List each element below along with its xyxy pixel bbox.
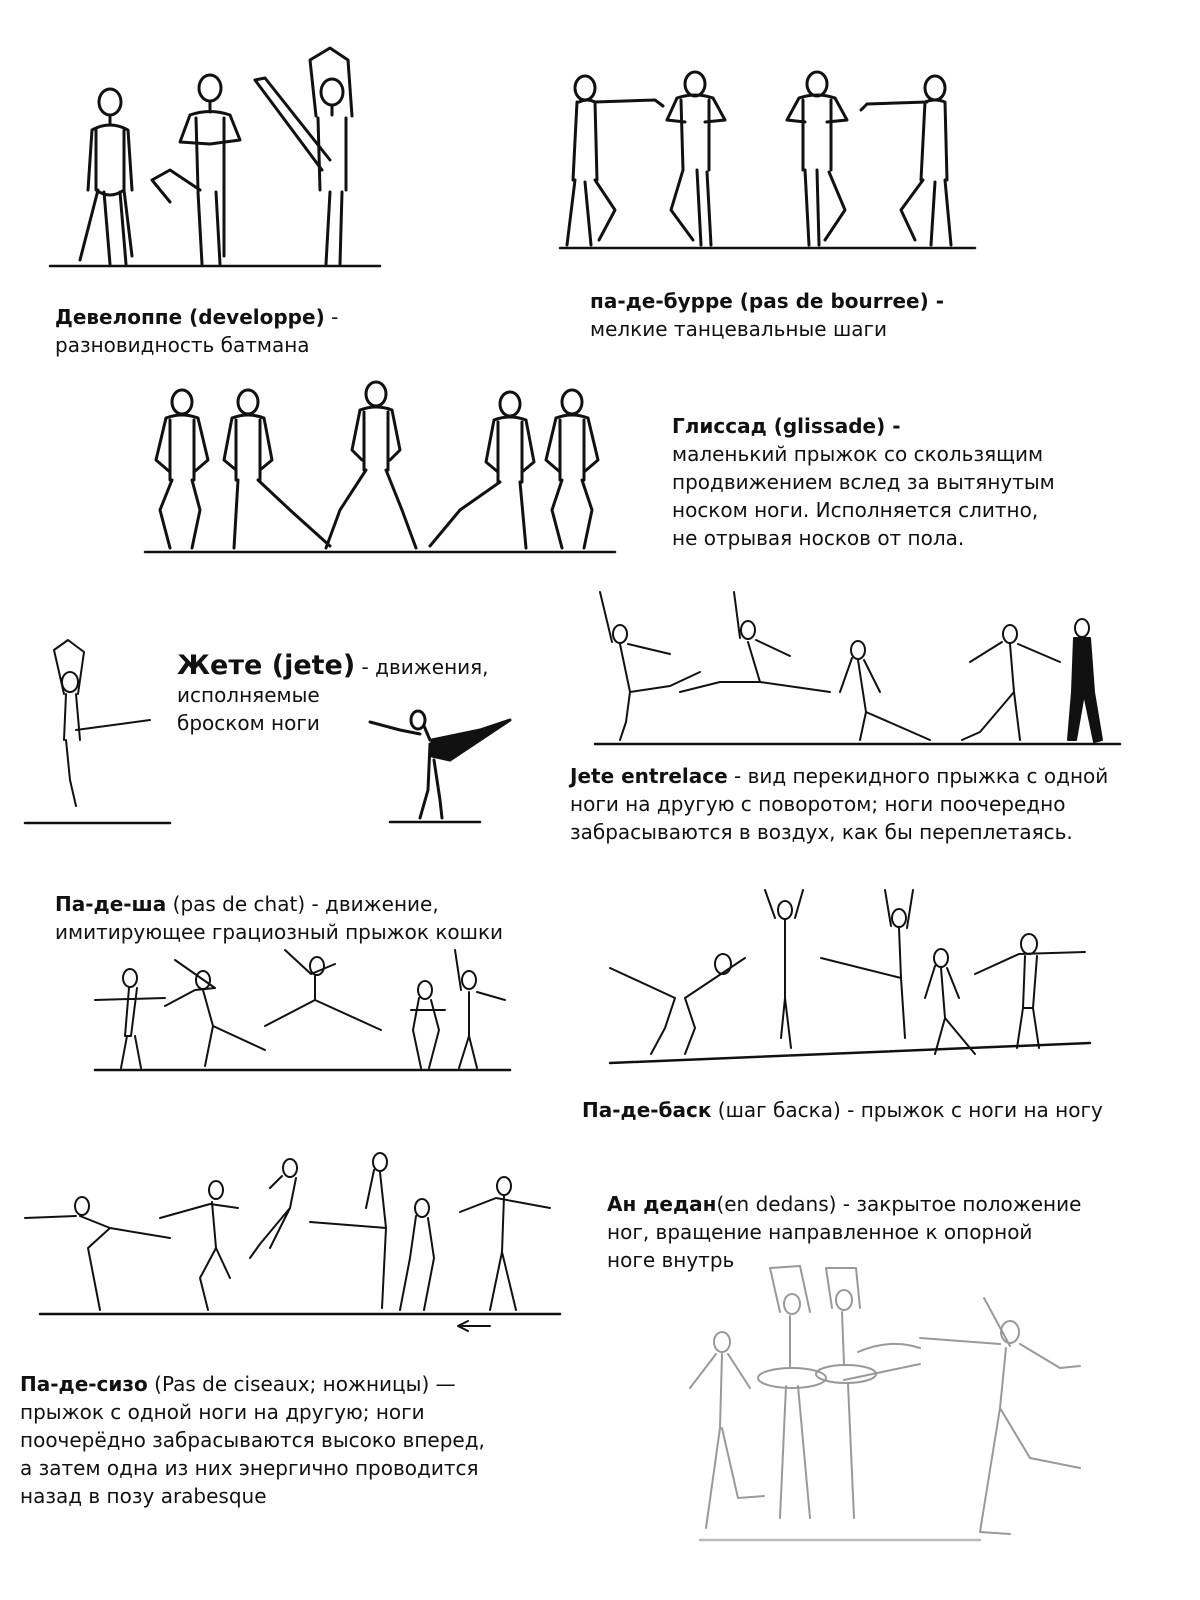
definition-line: не отрывая носков от пола. bbox=[672, 526, 965, 550]
dancer-figure bbox=[265, 950, 381, 1030]
definition-line: ноги на другую с поворотом; ноги поочередно bbox=[570, 792, 1066, 816]
dancer-figure bbox=[455, 950, 505, 1068]
pas-de-chat-illustration bbox=[85, 940, 515, 1075]
dancer-figure bbox=[567, 76, 663, 245]
dancer-figure bbox=[680, 592, 830, 692]
dancer-figure bbox=[411, 981, 445, 1068]
definition-line: а затем одна из них энергично проводится bbox=[20, 1456, 479, 1480]
definition-line: мелкие танцевальные шаги bbox=[590, 317, 888, 341]
term-pas-de-bourree: па-де-бурре (pas de bourree) bbox=[590, 289, 929, 313]
definition-line: маленький прыжок со скользящим bbox=[672, 442, 1044, 466]
jete-entrelace-illustration bbox=[590, 582, 1125, 752]
developpe-illustration bbox=[40, 20, 400, 275]
pas-de-basque-illustration bbox=[605, 888, 1095, 1073]
dancer-figure bbox=[816, 1268, 920, 1518]
definition-line: ноге внутрь bbox=[607, 1248, 735, 1272]
caption-pas-de-ciseaux: Па-де-сизо (Pas de ciseaux; ножницы) — прыжок с одной ноги на другую; ноги поочерёдно забрасываются высоко вперед, а затем одна из них энергично проводится назад в позу arabesque bbox=[20, 1372, 485, 1508]
caption-pas-de-bourree: па-де-бурре (pas de bourree) - мелкие танцевальные шаги bbox=[590, 289, 945, 341]
dancer-figure bbox=[787, 72, 847, 245]
term-pas-de-ciseaux: Па-де-сизо bbox=[20, 1372, 148, 1396]
definition-line: разновидность батмана bbox=[55, 333, 310, 357]
dancer-figure bbox=[920, 1298, 1080, 1534]
dancer-figure bbox=[758, 1266, 826, 1518]
dancer-figure bbox=[310, 1153, 387, 1308]
caption-pas-de-basque: Па-де-баск (шаг баска) - прыжок с ноги на ногу bbox=[582, 1098, 1103, 1122]
term-jete-entrelace: Jete entrelace bbox=[570, 764, 728, 788]
dancer-figure bbox=[610, 954, 745, 1054]
glissade-illustration bbox=[140, 380, 620, 560]
term-glissade: Глиссад (glissade) bbox=[672, 414, 886, 438]
dancer-figure bbox=[370, 711, 510, 818]
caption-glissade: Глиссад (glissade) - маленький прыжок со скользящим продвижением вслед за вытянутым носком ноги. Исполняется слитно, не отрывая носков от пола. bbox=[672, 414, 1055, 550]
definition-line: исполняемые bbox=[177, 683, 320, 707]
dancer-figure bbox=[667, 72, 725, 245]
dancer-figure bbox=[25, 1197, 170, 1310]
rotation-arrow-icon bbox=[858, 1344, 920, 1352]
dancer-figure bbox=[400, 1199, 434, 1310]
dancer-figure bbox=[160, 1181, 238, 1310]
dancer-figure bbox=[95, 969, 165, 1068]
term-pas-de-basque: Па-де-баск bbox=[582, 1098, 712, 1122]
dancer-figure bbox=[1068, 619, 1102, 742]
dancer-figure bbox=[460, 1177, 550, 1310]
dancer-figure bbox=[80, 89, 132, 264]
dancer-figure bbox=[861, 76, 951, 245]
dancer-figure bbox=[430, 392, 534, 548]
dancer-figure bbox=[54, 640, 150, 806]
dancer-figure bbox=[255, 48, 352, 264]
pas-de-bourree-illustration bbox=[555, 40, 985, 265]
dancer-figure bbox=[765, 890, 803, 1048]
dancer-figure bbox=[546, 390, 598, 548]
definition-line: имитирующее грациозный прыжок кошки bbox=[55, 920, 504, 944]
definition-line: поочерёдно забрасываются высоко вперед, bbox=[20, 1428, 485, 1452]
term-pas-de-chat: Па-де-ша bbox=[55, 892, 167, 916]
pas-de-ciseaux-illustration bbox=[20, 1148, 565, 1338]
caption-pas-de-chat: Па-де-ша (pas de chat) - движение, имитирующее грациозный прыжок кошки bbox=[55, 892, 504, 944]
dancer-figure bbox=[326, 382, 416, 548]
dancer-figure bbox=[925, 949, 975, 1054]
caption-en-dedans: Ан дедан(en dedans) - закрытое положение ног, вращение направленное к опорной ноге внутрь bbox=[607, 1192, 1082, 1272]
definition-line: продвижением вслед за вытянутым bbox=[672, 470, 1055, 494]
term-developpe: Девелоппе (developpe) bbox=[55, 305, 325, 329]
en-dedans-illustration bbox=[680, 1268, 1100, 1548]
jete-illustration-right bbox=[360, 700, 530, 830]
definition-line: назад в позу arabesque bbox=[20, 1484, 267, 1508]
dancer-figure bbox=[821, 890, 913, 1038]
dancer-figure bbox=[152, 75, 240, 264]
dancer-figure bbox=[600, 592, 700, 740]
caption-jete: Жете (jete) - движения, исполняемые броском ноги bbox=[177, 650, 489, 735]
dancer-figure bbox=[962, 625, 1060, 740]
definition-line: броском ноги bbox=[177, 711, 320, 735]
definition-line: забрасываются в воздух, как бы переплетаясь. bbox=[570, 820, 1073, 844]
dancer-figure bbox=[165, 960, 265, 1066]
term-jete: Жете (jete) bbox=[177, 650, 356, 681]
definition-line: носком ноги. Исполняется слитно, bbox=[672, 498, 1039, 522]
dancer-figure bbox=[690, 1332, 764, 1528]
caption-developpe: Девелоппе (developpe) - разновидность батмана bbox=[55, 305, 339, 357]
dancer-figure bbox=[975, 934, 1085, 1048]
arrow-left-icon bbox=[458, 1321, 490, 1331]
dancer-figure bbox=[156, 390, 208, 548]
definition-line: прыжок с одной ноги на другую; ноги bbox=[20, 1400, 425, 1424]
jete-illustration-left bbox=[20, 630, 180, 830]
caption-jete-entrelace: Jete entrelace - вид перекидного прыжка с одной ноги на другую с поворотом; ноги поочередно забрасываются в воздух, как бы переплетаясь. bbox=[570, 764, 1109, 844]
term-en-dedans: Ан дедан bbox=[607, 1192, 717, 1216]
dancer-figure bbox=[840, 641, 930, 740]
dancer-figure bbox=[224, 390, 330, 548]
dancer-figure bbox=[250, 1159, 297, 1258]
definition-line: ног, вращение направленное к опорной bbox=[607, 1220, 1033, 1244]
